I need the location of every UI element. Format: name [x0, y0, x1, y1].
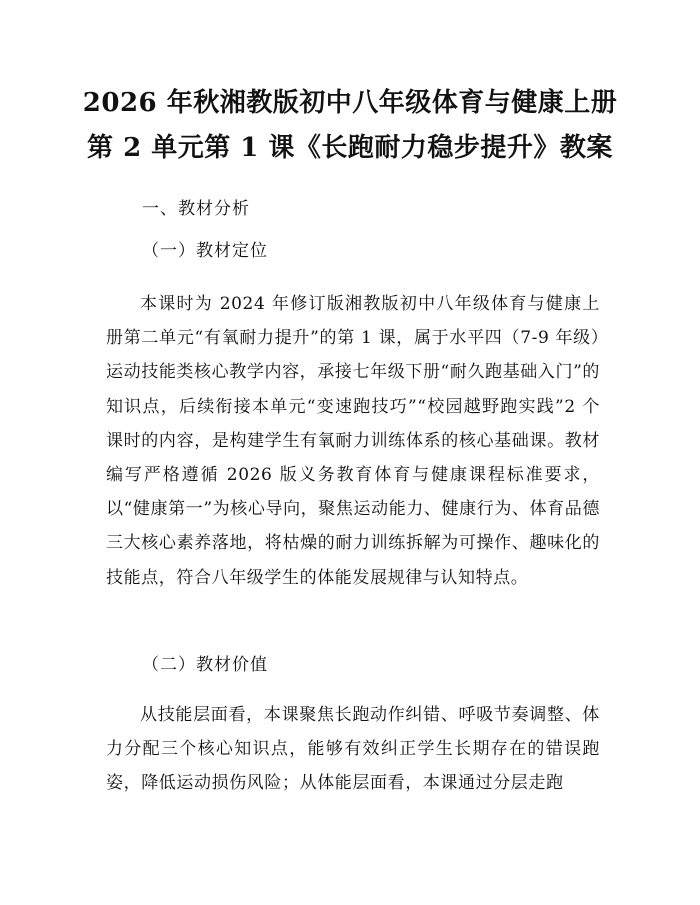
section-heading-textbook-analysis: 一、教材分析 — [142, 199, 250, 219]
subsection-heading-value: （二）教材价值 — [142, 655, 268, 675]
document-title-line-1: 2026 年秋湘教版初中八年级体育与健康上册 — [82, 88, 618, 118]
paragraph-positioning: 本课时为 2024 年修订版湘教版初中八年级体育与健康上册第二单元“有氧耐力提升”的第 1 课，属于水平四（7-9 年级）运动技能类核心教学内容，承接七年级下册“耐久跑基础入门”的知识点，后续衔接本单元“变速跑技巧”“校园越野跑实践”2 个课时的内容，是构建学生有氧耐力训练体系的核心基础课。教材编写严格遵循 2026 版义务教育体育与健康课程标准要求，以“健康第一”为核心导向，聚焦运动能力、健康行为、体育品德三大核心素养落地，将枯燥的耐力训练拆解为可操作、趣味化的技能点，符合八年级学生的体能发展规律与认知特点。 — [106, 294, 600, 588]
subsection-heading-positioning: （一）教材定位 — [142, 241, 268, 261]
document-title-line-2: 第 2 单元第 1 课《长跑耐力稳步提升》教案 — [87, 133, 613, 163]
paragraph-value: 从技能层面看，本课聚焦长跑动作纠错、呼吸节奏调整、体力分配三个核心知识点，能够有效纠正学生长期存在的错误跑姿，降低运动损伤风险；从体能层面看，本课通过分层走跑 — [106, 705, 600, 794]
